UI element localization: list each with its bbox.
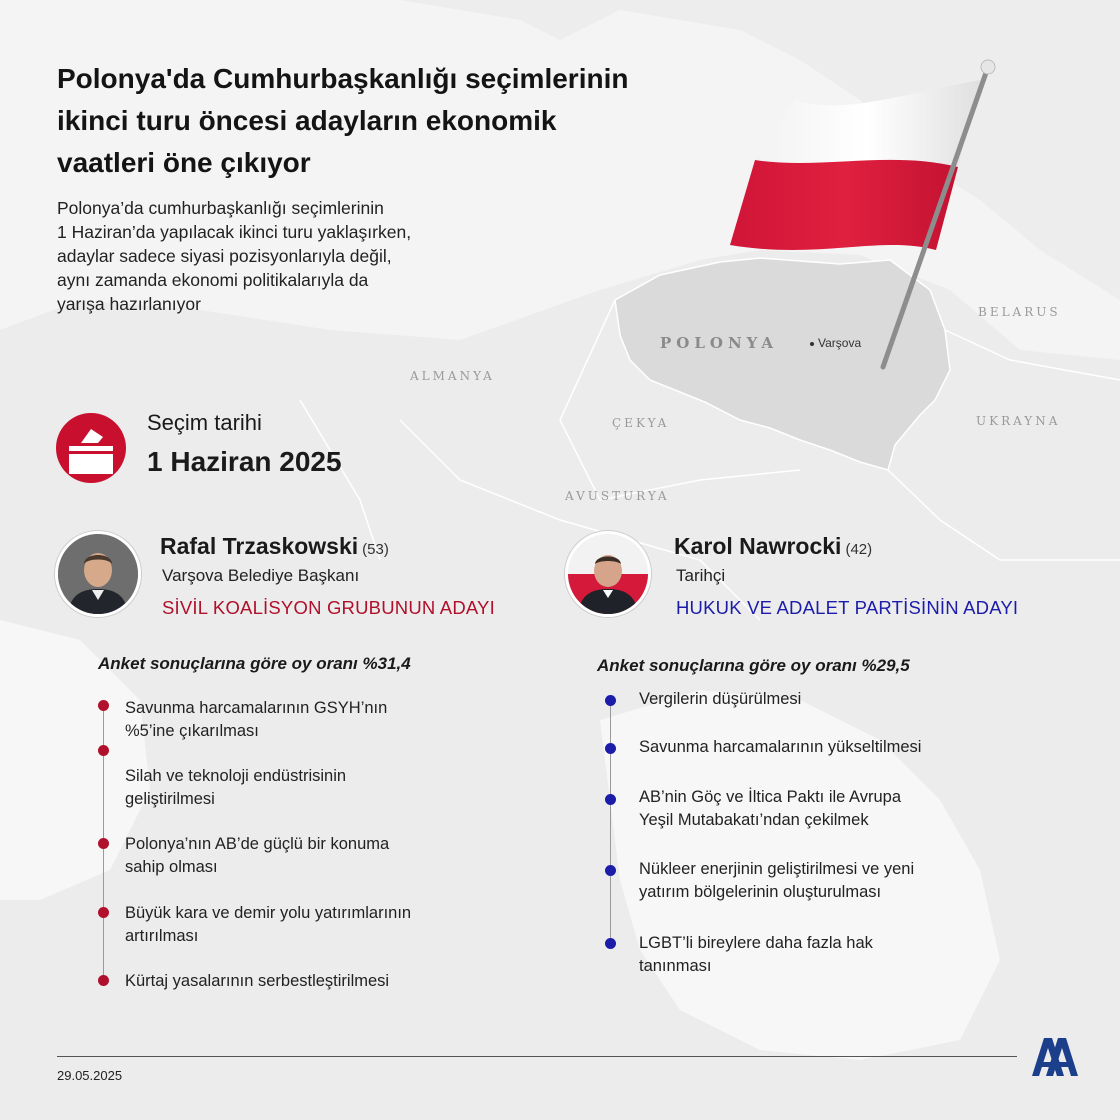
bullet-dot bbox=[98, 838, 109, 849]
candidate-name-trzaskowski bbox=[160, 533, 389, 560]
promise-line: Savunma harcamalarının yükseltilmesi bbox=[639, 738, 922, 756]
publish-date: 29.05.2025 bbox=[57, 1068, 123, 1083]
candidate-photo-nawrocki bbox=[565, 531, 651, 617]
map-label-germany: ALMANYA bbox=[410, 369, 495, 383]
map-label-czechia: ÇEKYA bbox=[612, 416, 670, 430]
bullet-dot bbox=[98, 700, 109, 711]
promise-line: Büyük kara ve demir yolu yatırımlarının bbox=[125, 904, 412, 922]
poll-result-nawrocki: Anket sonuçlarına göre oy oranı %29,5 bbox=[597, 656, 910, 675]
promise-line: Silah ve teknoloji endüstrisinin bbox=[125, 767, 347, 785]
map-label-capital bbox=[810, 336, 861, 350]
promise-item bbox=[125, 902, 411, 948]
promise-line: geliştirilmesi bbox=[125, 790, 215, 808]
promise-item bbox=[125, 765, 346, 811]
promise-line: Yeşil Mutabakatı’ndan çekilmek bbox=[639, 811, 869, 829]
promise-item bbox=[639, 932, 873, 978]
promise-item bbox=[639, 786, 901, 832]
intro-line: adaylar sadece siyasi pozisyonlarıyla değil, bbox=[57, 246, 392, 266]
poll-result-trzaskowski: Anket sonuçlarına göre oy oranı %31,4 bbox=[98, 654, 411, 673]
title-line: ikinci turu öncesi adayların ekonomik bbox=[57, 105, 557, 136]
promise-item bbox=[639, 736, 921, 759]
bullet-dot bbox=[605, 794, 616, 805]
title-line: vaatleri öne çıkıyor bbox=[57, 147, 311, 178]
ballot-box-icon bbox=[55, 412, 127, 484]
promise-line: LGBT’li bireylere daha fazla hak bbox=[639, 934, 873, 952]
person-portrait-icon bbox=[568, 534, 648, 614]
map-label-austria: AVUSTURYA bbox=[565, 489, 670, 503]
promise-line: yatırım bölgelerinin oluşturulması bbox=[639, 883, 882, 901]
promise-line: tanınması bbox=[639, 957, 712, 975]
intro-line: aynı zamanda ekonomi politikalarıyla da bbox=[57, 270, 369, 290]
promise-line: AB’nin Göç ve İltica Paktı ile Avrupa bbox=[639, 788, 901, 806]
person-portrait-icon bbox=[58, 534, 138, 614]
timeline-line-nawrocki bbox=[610, 700, 611, 943]
bullet-dot bbox=[98, 975, 109, 986]
candidate-role-nawrocki: Tarihçi bbox=[676, 566, 726, 585]
bullet-dot bbox=[98, 907, 109, 918]
bullet-dot bbox=[605, 743, 616, 754]
capital-name: Varşova bbox=[818, 336, 862, 350]
candidate-age: (53) bbox=[362, 541, 389, 558]
capital-dot bbox=[810, 342, 814, 346]
title-line: Polonya'da Cumhurbaşkanlığı seçimlerinin bbox=[57, 63, 629, 94]
promise-item bbox=[125, 833, 389, 879]
promise-line: sahip olması bbox=[125, 858, 218, 876]
candidate-name-nawrocki bbox=[674, 533, 872, 560]
candidate-party-nawrocki: HUKUK VE ADALET PARTİSİNİN ADAYI bbox=[676, 597, 1019, 618]
flag-pole-top bbox=[981, 60, 995, 74]
promise-item bbox=[125, 970, 389, 993]
candidate-role-trzaskowski: Varşova Belediye Başkanı bbox=[162, 566, 360, 585]
candidate-name: Karol Nawrocki bbox=[674, 533, 842, 559]
bullet-dot bbox=[605, 865, 616, 876]
bullet-dot bbox=[605, 938, 616, 949]
intro-line: yarışa hazırlanıyor bbox=[57, 294, 201, 314]
candidate-photo-trzaskowski bbox=[55, 531, 141, 617]
flag-red-stripe bbox=[730, 160, 958, 250]
flag-white-stripe bbox=[755, 80, 980, 167]
candidate-name: Rafal Trzaskowski bbox=[160, 533, 359, 559]
promise-line: Kürtaj yasalarının serbestleştirilmesi bbox=[125, 972, 390, 990]
candidate-age: (42) bbox=[845, 541, 873, 558]
promise-item bbox=[639, 688, 801, 711]
map-label-poland: POLONYA bbox=[660, 334, 779, 352]
promise-line: %5’ine çıkarılması bbox=[125, 722, 259, 740]
promise-line: Nükleer enerjinin geliştirilmesi ve yeni bbox=[639, 860, 915, 878]
promise-line: Savunma harcamalarının GSYH’nın bbox=[125, 699, 388, 717]
election-date-label: Seçim tarihi bbox=[147, 410, 262, 435]
candidate-party-trzaskowski: SİVİL KOALİSYON GRUBUNUN ADAYI bbox=[162, 597, 495, 618]
map-label-ukraine: UKRAYNA bbox=[976, 414, 1061, 428]
footer-divider bbox=[57, 1056, 1017, 1057]
map-label-belarus: BELARUS bbox=[978, 305, 1061, 319]
promise-line: Vergilerin düşürülmesi bbox=[639, 690, 802, 708]
promise-item bbox=[639, 858, 914, 904]
election-date-value: 1 Haziran 2025 bbox=[147, 446, 342, 477]
bullet-dot bbox=[98, 745, 109, 756]
promise-line: artırılması bbox=[125, 927, 199, 945]
bullet-dot bbox=[605, 695, 616, 706]
page-title bbox=[57, 58, 737, 184]
aa-logo-icon bbox=[1030, 1034, 1078, 1078]
promise-line: Polonya’nın AB’de güçlü bir konuma bbox=[125, 835, 390, 853]
intro-text bbox=[57, 196, 517, 316]
intro-line: 1 Haziran’da yapılacak ikinci turu yaklaşırken, bbox=[57, 222, 412, 242]
intro-line: Polonya’da cumhurbaşkanlığı seçimlerinin bbox=[57, 198, 384, 218]
promise-item bbox=[125, 697, 387, 743]
